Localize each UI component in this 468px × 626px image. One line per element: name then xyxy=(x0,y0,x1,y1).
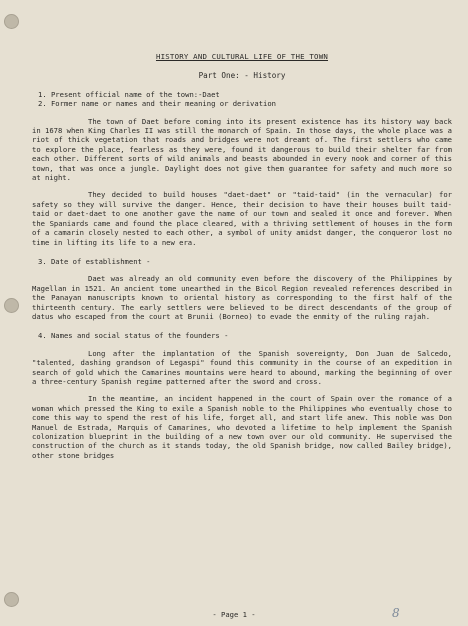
handwritten-mark: 8 xyxy=(392,606,400,620)
binder-hole xyxy=(4,14,19,29)
section-heading: 4. Names and social status of the founders - xyxy=(38,331,229,341)
document-subtitle: Part One: - History xyxy=(198,71,286,81)
paragraph: In the meantime, an incident happened in the court of Spain over the romance of a woman which pressed the King to exile a Spanish noble to the Philippines who eventually chose to come this way to spend the rest of his life, forget all, and start life anew. This noble was Don Manuel de Estrada, Marquis of Camarines, who devoted a lifetime to help implement the Spanish colonization blueprint in the building of a new town over our old community. He supervised the construction of the church as it stands today, the old Spanish bridge, now called Bailey bridge), other stone bridges xyxy=(32,394,452,460)
paragraph: They decided to build houses "daet-daet" or "taid-taid" (in the vernacular) for safety so they will survive the danger. Hence, their decision to have their houses built taid-taid or daet-daet to one another gave the name of our town and sealed it once and forever. When the Spaniards came and found the place cleared, with a thriving settlement of houses in the form of a camarin closely nested to each other, a symbol of unity amidst danger, the conqueror lost no time in lifting its life to a new era. xyxy=(32,190,452,247)
list-item: 1. Present official name of the town:-Daet xyxy=(38,89,220,99)
binder-hole xyxy=(4,298,19,313)
document-body xyxy=(32,52,452,460)
paragraph: The town of Daet before coming into its present existence has its history way back in 1678 when King Charles II was still the monarch of Spain. In those days, the whole place was a riot of thick vegetation that roads and bridges were not dreamt of. The first settlers who came to explore the place, fearless as they were, found it dangerous to build their shelter far from each other. Different sorts of wild animals and beasts abounded in every nook and corner of this town, that was once a jungle. Daylight does not give them guarantee for safety and much more so at night. xyxy=(32,116,452,183)
page-number: - Page 1 - xyxy=(212,610,256,619)
paragraph: Daet was already an old community even before the discovery of the Philippines by Magellan in 1521. An ancient tome unearthed in the Bicol Region revealed references described in the Panayan manuscripts known to oriental history as corresponding to the first half of the thirteenth century. The early settlers were believed to be direct descendants of the group of datus who escaped from the court at Brunii (Borneo) to evade the enmity of the ruling rajah. xyxy=(32,274,452,321)
list-item: 2. Former name or names and their meaning or derivation xyxy=(38,99,276,109)
document-title: HISTORY AND CULTURAL LIFE OF THE TOWN xyxy=(155,52,329,61)
section-heading: 3. Date of establishment - xyxy=(38,256,151,266)
binder-hole xyxy=(4,592,19,607)
paragraph: Long after the implantation of the Spanish sovereignty, Don Juan de Salcedo, "talented, dashing grandson of Legaspi" found this community in the course of an expedition in search of gold which the Camarines mountains were heard to abound, marking the beginning of over a three-century Spanish regime patterned after the sword and cross. xyxy=(32,348,452,386)
